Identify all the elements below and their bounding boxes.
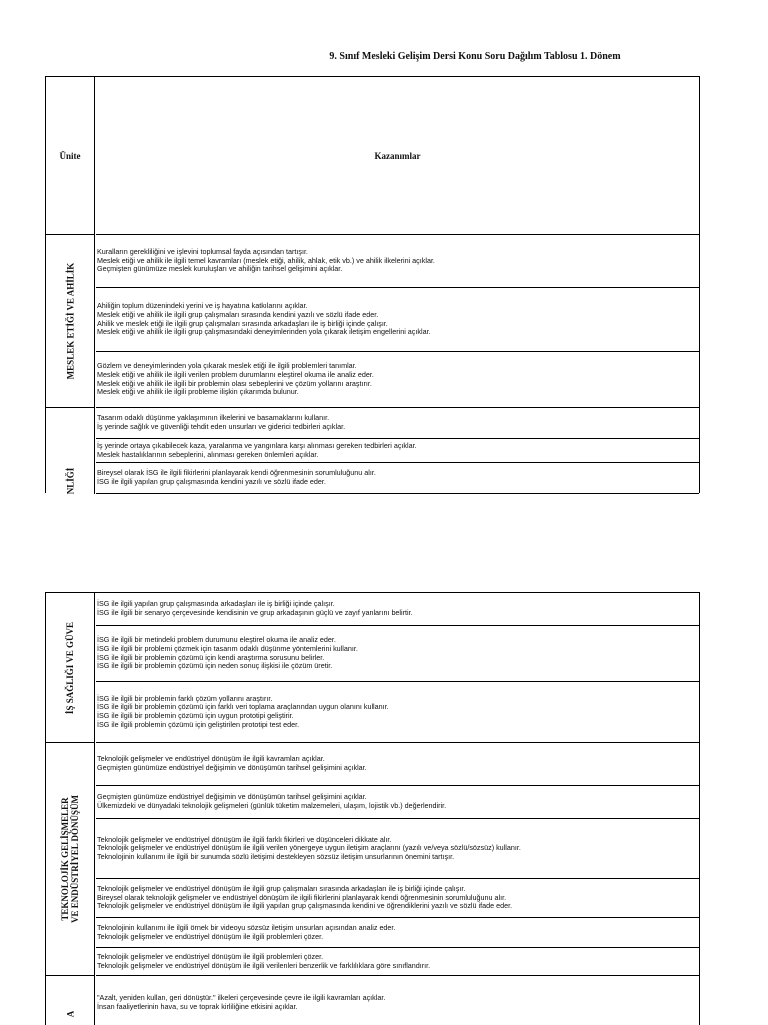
kazanim-group — [96, 948, 699, 976]
kazanim-group — [96, 819, 699, 879]
kazanim-line: Bireysel olarak İSG ile ilgili fikirlerini planlayarak kendi öğrenmesinin sorumluluğunu alır. — [97, 468, 376, 478]
kazanim-line: İSG ile ilgili bir problemin çözümü için farklı veri toplama araçlarından uygun olanını kullanır. — [97, 702, 389, 712]
kazanim-group — [96, 439, 699, 463]
kazanim-line: İSG ile ilgili bir problemin çözümü için neden sonuç ilişkisi ile çözüm üretir. — [97, 661, 333, 671]
kazanim-line: Bireysel olarak teknolojik gelişmeler ve endüstriyel dönüşüm ile ilgili fikirlerini planlayarak kendi öğrenmesinin sorumluluğunu alır. — [97, 892, 507, 902]
kazanim-line: İSG ile ilgili bir problemi çözmek için tasarım odaklı düşünme yöntemlerini kullanır. — [97, 643, 358, 653]
kazanim-group — [96, 626, 699, 682]
kazanim-line: Teknolojik gelişmeler ve endüstriyel dönüşüm ile ilgili problemleri çözer. — [97, 931, 324, 941]
kazanim-line: Meslek etiği ve ahilik ile ilgili bir problemin olası sebeplerini ve çözüm yollarını araştırır. — [97, 378, 372, 388]
kazanim-line: Geçmişten günümüze meslek kuruluşları ve ahiliğin tarihsel gelişimini açıklar. — [97, 264, 343, 274]
kazanim-line: "Azalt, yeniden kullan, geri dönüştür." ilkeleri çerçevesinde çevre ile ilgili kavramları açıklar. — [97, 993, 386, 1002]
kazanim-line: İSG ile ilgili bir problemin çözümü için uygun prototipi geliştirir. — [97, 711, 294, 720]
topic-table-part-1 — [45, 76, 700, 493]
kazanim-group — [96, 352, 699, 408]
unit-label-teknoloji-line-1: TEKNOLOJİK GELİŞMELER — [60, 797, 70, 921]
kazanim-line: İSG ile ilgili bir problemin farklı çözüm yollarını araştırır. — [97, 693, 273, 703]
kazanim-line: Ülkemizdeki ve dünyadaki teknolojik gelişmeleri (günlük tüketim malzemeleri, ulaşım, lojistik vb.) değerlendirir. — [97, 801, 447, 810]
kazanim-group — [96, 976, 699, 1025]
kazanim-group — [96, 918, 699, 948]
kazanim-line: Teknolojinin kullanımı ile ilgili örnek bir videoyu sözsüz iletişim unsurları açısından analiz eder. — [97, 922, 396, 932]
kazanim-line: İSG ile ilgili bir senaryo çerçevesinde kendisinin ve grup arkadaşının güçlü ve zayıf yanlarını belirtir. — [97, 608, 413, 617]
kazanim-line: İş yerinde sağlık ve güvenliği tehdit eden unsurları ve giderici tedbirleri açıklar. — [97, 422, 346, 431]
kazanim-line: Ahilik ve meslek etiği ile ilgili grup çalışmaları sırasında arkadaşları ile iş birliği içinde çalışır. — [97, 318, 388, 328]
kazanim-group — [96, 682, 699, 743]
kazanim-group — [96, 408, 699, 439]
kazanim-line: İnsan faaliyetlerinin hava, su ve toprak kirliliğine etkisini açıklar. — [97, 1001, 298, 1011]
kazanim-line: Meslek etiği ve ahilik ile ilgili temel kavramları (meslek etiği, ahilik, ahlak, etik vb.) ve ahilik ilkelerini açıklar. — [97, 255, 435, 265]
kazanim-line: Teknolojik gelişmeler ve endüstriyel dönüşüm ile ilgili verilenleri benzerlik ve farklılıklara göre sınıflandırır. — [97, 960, 431, 970]
unit-label-cevre: A — [65, 1010, 75, 1018]
kazanim-line: Meslek etiği ve ahilik ile ilgili grup çalışmasındaki deneyimlerinden yola çıkarak iletişim engellerini açıklar. — [97, 327, 431, 337]
kazanim-line: Meslek hastalıklarının sebeplerini, alınması gereken önlemleri açıklar. — [97, 449, 319, 459]
kazanim-line: Ahiliğin toplum düzenindeki yerini ve iş hayatına katkılarını açıklar. — [97, 301, 308, 311]
unit-label-teknoloji — [60, 795, 80, 923]
kazanim-group — [96, 463, 699, 494]
topic-table-part-2 — [45, 592, 700, 1025]
kazanim-line: İSG ile ilgili problemin çözümü için geliştirilen prototipi test eder. — [97, 719, 300, 729]
kazanim-group — [96, 288, 699, 352]
unit-label-isg-top: NLİĞİ — [64, 467, 75, 495]
unit-label-meslek-etigi: MESLEK ETİĞİ VE AHİLİK — [65, 262, 75, 380]
kazanim-line: Gözlem ve deneyimlerinden yola çıkarak meslek etiği ile ilgili problemleri tanımlar. — [97, 361, 357, 371]
unit-label-teknoloji-line-2: VE ENDÜSTRİYEL DÖNÜŞÜM — [70, 794, 80, 924]
kazanim-line: Meslek etiği ve ahilik ile ilgili verilen problem durumlarını eleştirel okuma ile analiz eder. — [97, 369, 374, 379]
kazanim-line: İSG ile ilgili bir problemin çözümü için kendi araştırma sorusunu belirler. — [97, 652, 325, 662]
unit-cell-meslek-etigi — [46, 235, 95, 408]
kazanim-line: Teknolojinin kullanımı ile ilgili bir sunumda sözlü iletişimi destekleyen sözsüz iletişim unsurlarının önemini tartışır. — [97, 851, 455, 861]
kazanim-group — [96, 786, 699, 819]
kazanim-group — [96, 879, 699, 918]
kazanim-line: Teknolojik gelişmeler ve endüstriyel dönüşüm ile ilgili problemleri çözer. — [97, 951, 324, 961]
kazanim-group — [96, 235, 699, 288]
header-unite: Ünite — [46, 77, 95, 235]
kazanim-group — [96, 593, 699, 626]
kazanim-line: İSG ile ilgili bir metindeki problem durumunu eleştirel okuma ile analiz eder. — [97, 635, 336, 645]
kazanim-line: Geçmişten günümüze endüstriyel değişimin ve dönüşümün tarihsel gelişimini açıklar. — [97, 792, 367, 802]
kazanim-line: İş yerinde ortaya çıkabilecek kaza, yaralanma ve yangınlara karşı alınması gereken tedbirleri açıklar. — [97, 440, 417, 450]
unit-cell-cevre — [46, 976, 95, 1025]
kazanim-line: Meslek etiği ve ahilik ile ilgili probleme ilişkin çıkarımda bulunur. — [97, 387, 299, 397]
unit-cell-isg-bottom — [46, 593, 95, 743]
kazanim-line: İSG ile ilgili yapılan grup çalışmasında kendini yazılı ve sözlü ifade eder. — [97, 477, 326, 486]
kazanim-line: Teknolojik gelişmeler ve endüstriyel dönüşüm ile ilgili kavramları açıklar. — [97, 754, 325, 764]
kazanim-line: İSG ile ilgili yapılan grup çalışmasında arkadaşları ile iş birliği içinde çalışır. — [97, 599, 335, 609]
kazanim-group — [96, 743, 699, 786]
unit-cell-isg-top — [46, 408, 95, 494]
kazanim-line: Tasarım odaklı düşünme yaklaşımının ilkelerini ve basamaklarını kullanır. — [97, 413, 330, 423]
unit-label-isg-bottom: İŞ SAĞLIĞI VE GÜVE — [65, 621, 75, 714]
kazanim-line: Teknolojik gelişmeler ve endüstriyel dönüşüm ile ilgili farklı fikirleri ve düşünceleri dikkate alır. — [97, 834, 392, 844]
unit-cell-teknoloji — [46, 743, 95, 976]
kazanim-line: Kuralların gerekliliğini ve işlevini toplumsal fayda açısından tartışır. — [97, 247, 308, 257]
kazanim-line: Geçmişten günümüze endüstriyel değişimin ve dönüşümün tarihsel gelişimini açıklar. — [97, 763, 367, 772]
kazanim-line: Teknolojik gelişmeler ve endüstriyel dönüşüm ile ilgili verilen yönergeye uygun iletişim araçlarını (yazılı ve/veya sözlü/sözsüz) kullanır. — [97, 843, 521, 853]
kazanim-line: Teknolojik gelişmeler ve endüstriyel dönüşüm ile ilgili grup çalışmaları sırasında arkadaşları ile iş birliği içinde çalışır. — [97, 884, 466, 894]
kazanim-line: Meslek etiği ve ahilik ile ilgili grup çalışmaları sırasında kendini yazılı ve sözlü ifade eder. — [97, 309, 379, 319]
kazanim-line: Teknolojik gelişmeler ve endüstriyel dönüşüm ile ilgili yapılan grup çalışmasında kendini ve öğrendiklerini yazılı ve sözlü ifade eder. — [97, 901, 513, 911]
header-kazanimlar: Kazanımlar — [96, 77, 699, 235]
page-title: 9. Sınıf Mesleki Gelişim Dersi Konu Soru Dağılım Tablosu 1. Dönem — [329, 51, 621, 62]
